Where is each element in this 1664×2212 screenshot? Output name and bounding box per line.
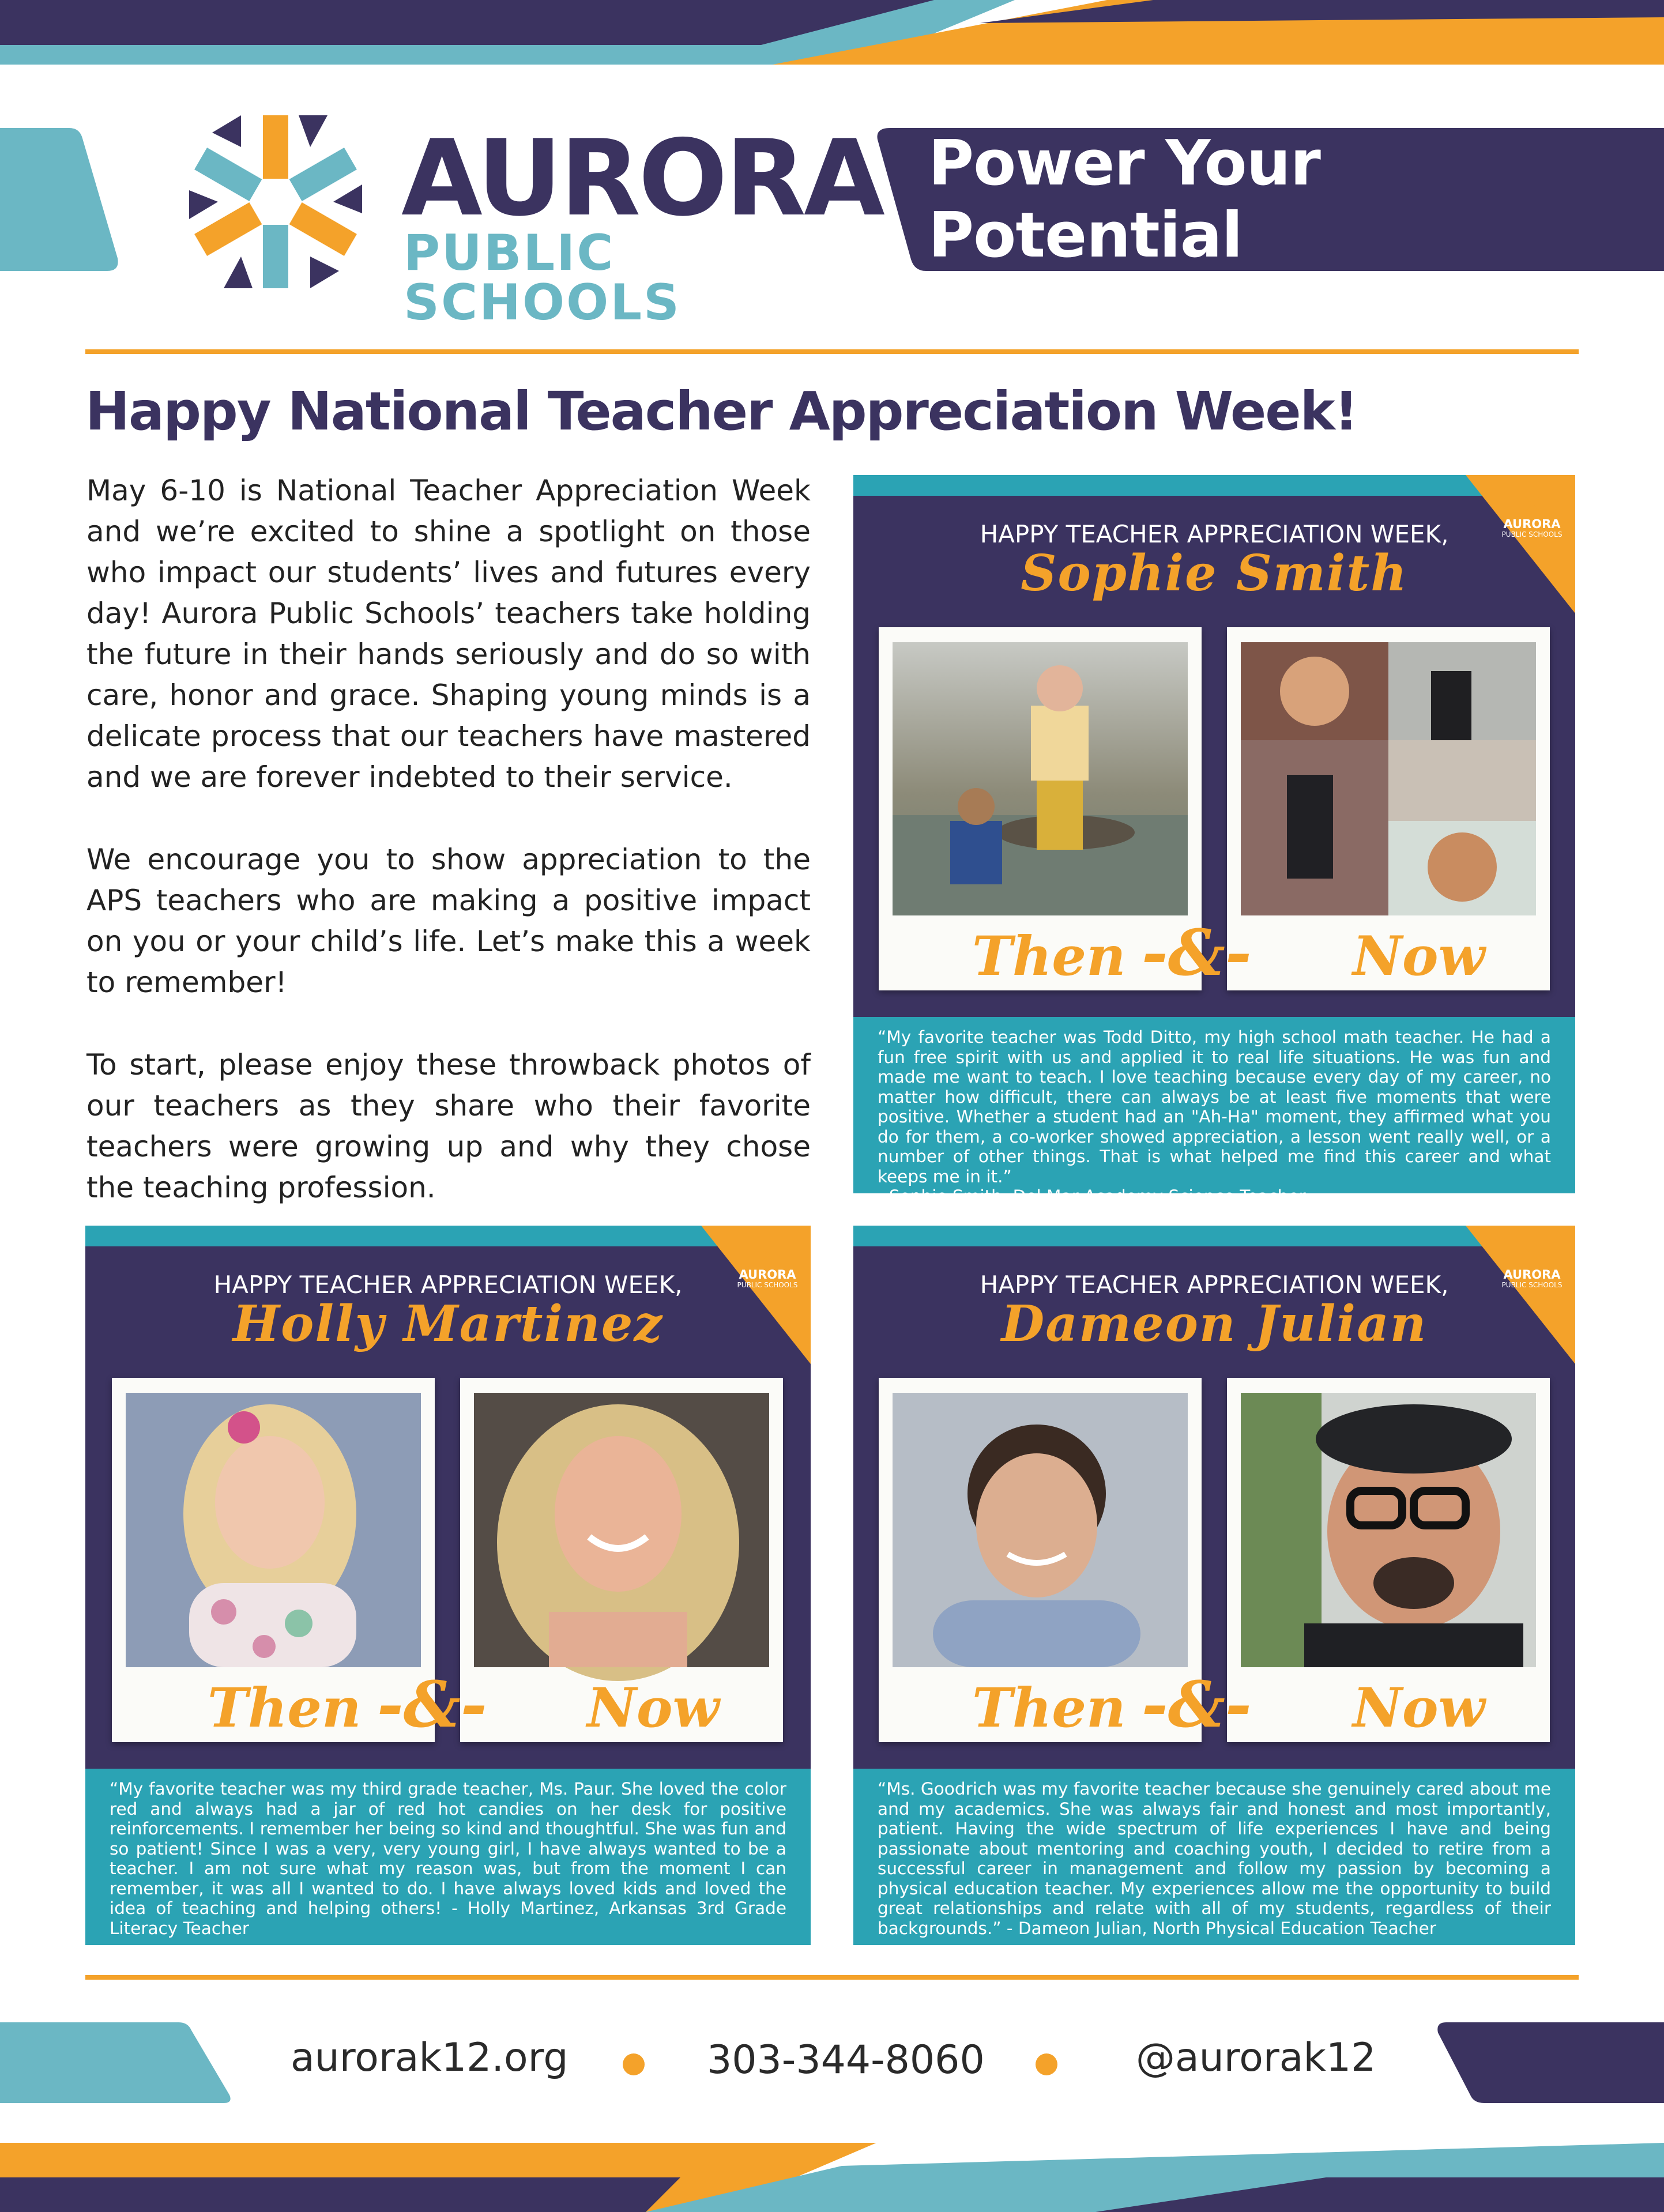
- then-photo: [126, 1393, 421, 1667]
- card-logo: ✳ AURORA PUBLIC SCHOOLS: [1489, 492, 1575, 538]
- ampersand-label: -&-: [1142, 915, 1252, 990]
- teacher-name: Sophie Smith: [1021, 544, 1408, 602]
- then-photo: [893, 1393, 1188, 1667]
- now-label: Now: [1353, 925, 1485, 988]
- teacher-quote: [85, 1769, 811, 1945]
- page-title: Happy National Teacher Appreciation Week!: [85, 380, 1357, 442]
- website-link[interactable]: aurorak12.org: [291, 2035, 569, 2081]
- teacher-card: [853, 475, 1575, 1206]
- footer-divider: [85, 1975, 1579, 1980]
- phone-number[interactable]: 303-344-8060: [707, 2037, 985, 2083]
- then-label: Then: [208, 1676, 362, 1740]
- top-decoration: [0, 0, 1664, 69]
- card-logo: ✳ AURORA PUBLIC SCHOOLS: [1489, 1243, 1575, 1289]
- tagline-banner: [876, 128, 1664, 271]
- teacher-card: [85, 1226, 811, 1945]
- intro-text: [86, 470, 811, 1250]
- now-label: Now: [587, 1676, 720, 1740]
- brand-name: AURORA: [401, 117, 883, 239]
- quote-text: “My favorite teacher was Todd Ditto, my high school math teacher. He had a fun free spirit with us and applied it to real life situations. He was fun and made me want to teach. I love teaching because every day of my career, no matter how difficult, there can always be at least five moments that were positive. Whether a student had an "Ah-Ha" moment, they affirmed what you do for them, a co-worker showed appreciation, a lesson went really well, or a number of other things. That is what helped me find this career and what keeps me in it.”: [878, 1027, 1551, 1186]
- aurora-star-icon: [178, 104, 374, 300]
- teacher-quote: [853, 1769, 1575, 1945]
- footer-left-accent: [0, 2022, 231, 2103]
- ampersand-label: -&-: [377, 1667, 487, 1742]
- now-photo: [1241, 642, 1536, 915]
- teacher-name: Holly Martinez: [232, 1295, 664, 1353]
- brand-subname: PUBLIC SCHOOLS: [404, 224, 681, 331]
- intro-paragraph: May 6-10 is National Teacher Appreciation Week and we’re excited to shine a spotlight on those who impact our students’ lives and futures every day! Aurora Public Schools’ teachers take holding the future in their hands seriously and do so with care, honor and grace. Shaping young minds is a delicate process that our teachers have mastered and we are forever indebted to their service.: [86, 474, 811, 794]
- teacher-name: Dameon Julian: [1001, 1295, 1428, 1353]
- footer-right-accent: [1436, 2022, 1664, 2103]
- card-kicker: HAPPY TEACHER APPRECIATION WEEK,: [213, 1271, 683, 1299]
- now-photo: [474, 1393, 769, 1667]
- aurora-star-icon: ✳: [1521, 1241, 1543, 1269]
- intro-paragraph: We encourage you to show appreciation to the APS teachers who are making a positive impact on you or your child’s life. Let’s make this a week to remember!: [86, 843, 811, 999]
- teacher-quote: [853, 1017, 1575, 1206]
- aurora-star-icon: ✳: [1521, 491, 1543, 519]
- separator-dot: [1036, 2053, 1057, 2075]
- social-handle[interactable]: @aurorak12: [1136, 2035, 1376, 2081]
- now-label: Now: [1353, 1676, 1485, 1740]
- quote-text: “My favorite teacher was my third grade teacher, Ms. Paur. She loved the color red and always had a jar of red hot candies on her desk for positive reinforcements. I remember her being so kind and thoughtful. She was fun and so patient! Since I was a very, very young girl, I have always wanted to be a teacher. I am not sure what my reason was, but from the moment I can remember, it was all I wanted to do. I have always loved kids and loved the idea of teaching and helping others! - Holly Martinez, Arkansas 3rd Grade Literacy Teacher: [110, 1779, 786, 1938]
- card-kicker: HAPPY TEACHER APPRECIATION WEEK,: [980, 520, 1449, 548]
- now-photo: [1241, 1393, 1536, 1667]
- tagline: Power Your Potential: [928, 127, 1320, 272]
- quote-attribution: - Sophie Smith, Del Mar Academy Science Teacher: [878, 1186, 1306, 1206]
- then-photo: [893, 642, 1188, 915]
- intro-paragraph: To start, please enjoy these throwback photos of our teachers as they share who their favorite teachers were growing up and why they chose the teaching profession.: [86, 1048, 811, 1204]
- card-kicker: HAPPY TEACHER APPRECIATION WEEK,: [980, 1271, 1449, 1299]
- then-label: Then: [972, 925, 1126, 988]
- card-logo: ✳ AURORA PUBLIC SCHOOLS: [724, 1243, 811, 1289]
- then-label: Then: [972, 1676, 1126, 1740]
- ampersand-label: -&-: [1142, 1667, 1252, 1742]
- quote-text: “Ms. Goodrich was my favorite teacher because she genuinely cared about me and my academics. She was always fair and honest and most importantly, patient. Having the wide spectrum of life experiences I have and being passionate about mentoring and coaching youth, I decided to retire from a successful career in management and follow my passion by becoming a physical education teacher. My experiences allow me the opportunity to build great relationships and relate with all of my students, regardless of their backgrounds.” - Dameon Julian, North Physical Education Teacher: [878, 1779, 1551, 1938]
- brand-logo[interactable]: [178, 104, 883, 331]
- teacher-card: [853, 1226, 1575, 1945]
- left-accent-shape: [0, 128, 121, 271]
- bottom-decoration: [0, 2143, 1664, 2212]
- separator-dot: [623, 2053, 645, 2075]
- aurora-star-icon: ✳: [756, 1241, 778, 1269]
- header-divider: [85, 349, 1579, 354]
